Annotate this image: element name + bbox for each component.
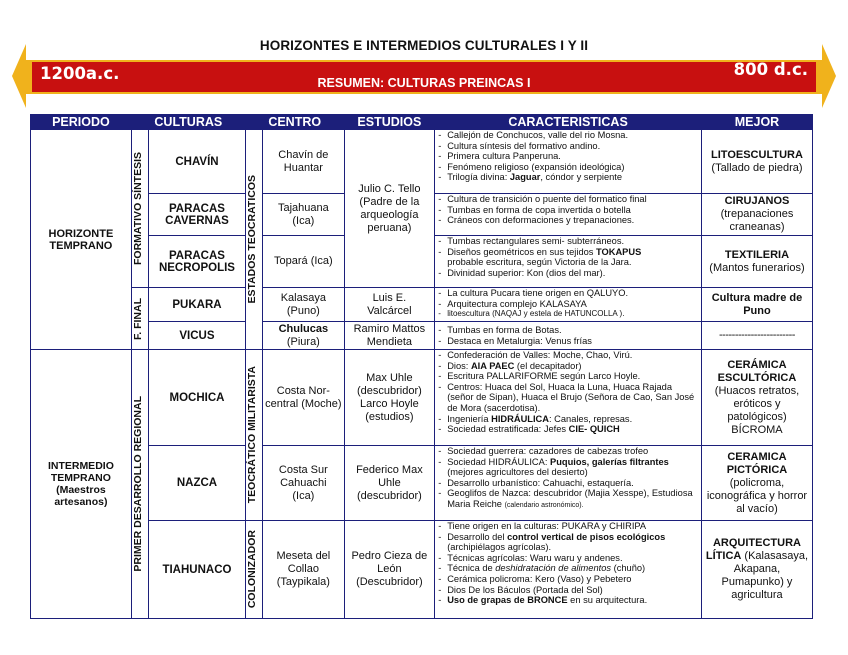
state-teomil-label: TEOCRÁTICO MILITARISTA: [245, 366, 258, 504]
list-item: - Callejón de Conchucos, valle del rio Mosna.: [437, 130, 699, 141]
table-row: [31, 322, 813, 350]
phase-final: [131, 288, 148, 350]
list-item: - La cultura Pucara tiene origen en QALUYO.: [437, 288, 699, 299]
header-centro: CENTRO: [245, 115, 344, 130]
chars-vicus: [435, 322, 702, 350]
state-colonizador: [245, 521, 262, 619]
list-item: - Primera cultura Panperuna.: [437, 151, 699, 162]
state-colonizador-label: COLONIZADOR: [245, 530, 258, 609]
studies-nazca: Federico Max Uhle (descubridor): [344, 446, 435, 521]
center-tiahunaco: Meseta del Collao (Taypikala): [263, 521, 344, 619]
header-estudios: ESTUDIOS: [344, 115, 435, 130]
center-paracas-necropolis: Topará (Ica): [263, 236, 344, 288]
timeline-start-label: 1200a.c.: [40, 64, 120, 83]
header-mejor: MEJOR: [701, 115, 812, 130]
center-nazca: Costa Sur Cahuachi (Ica): [263, 446, 344, 521]
studies-chavin-paracas: Julio C. Tello (Padre de la arqueología peruana): [344, 130, 435, 288]
list-item: - Tumbas en forma de copa invertida o botella: [437, 205, 699, 216]
document-title: HORIZONTES E INTERMEDIOS CULTURALES I Y II: [259, 38, 589, 53]
phase-final-label: F. FINAL: [131, 297, 144, 340]
list-item: - Ingeniería HIDRÁULICA: Canales, represas.: [437, 414, 699, 425]
list-item: - Trilogía divina: Jaguar, cóndor y serpiente: [437, 172, 699, 183]
header-periodo: PERIODO: [31, 115, 132, 130]
best-chavin: LITOESCULTURA (Tallado de piedra): [701, 130, 812, 194]
list-item: - Centros: Huaca del Sol, Huaca la Luna, Huaca Rajada (señor de Sipan), Huaca el Brujo (Señora de Cao, San José de Mora (sacerdotisa).: [437, 382, 699, 414]
studies-pukara: Luis E. Valcárcel: [344, 288, 435, 322]
period-intermedio: INTERMEDIO TEMPRANO (Maestros artesanos): [31, 350, 132, 619]
state-teocraticos-label: ESTADOS TEOCRATICOS: [245, 175, 258, 304]
list-item: - Cultura de transición o puente del formatico final: [437, 194, 699, 205]
table-row: [31, 288, 813, 322]
best-paracas-necropolis: TEXTILERIA (Mantos funerarios): [701, 236, 812, 288]
studies-mochica: Max Uhle (descubridor) Larco Hoyle (estudios): [344, 350, 435, 446]
table-row: [31, 130, 813, 194]
culture-tiahunaco: TIAHUNACO: [149, 521, 246, 619]
list-item: - Escritura PALLARIFORME según Larco Hoyle.: [437, 371, 699, 382]
list-item: - Geoglifos de Nazca: descubridor (Majia Xesspe), Estudiosa Maria Reiche (calendario astronómico).: [437, 488, 699, 511]
timeline-end-label: 800 d.c.: [733, 60, 808, 79]
phase-primer-label: PRIMER DESARROLLO REGIONAL: [131, 396, 144, 572]
center-mochica: Costa Nor- central (Moche): [263, 350, 344, 446]
best-mochica: CERÁMICA ESCULTÓRICA (Huacos retratos, eróticos y patológicos) BÍCROMA: [701, 350, 812, 446]
chars-mochica: [435, 350, 702, 446]
chars-nazca: [435, 446, 702, 521]
list-item: - Dios De los Báculos (Portada del Sol): [437, 585, 699, 596]
chars-paracas-cavernas: [435, 194, 702, 236]
center-chavin: Chavín de Huantar: [263, 130, 344, 194]
center-paracas-cavernas: Tajahuana (Ica): [263, 194, 344, 236]
chars-paracas-necropolis: [435, 236, 702, 288]
best-pukara: Cultura madre de Puno: [701, 288, 812, 322]
chars-chavin: [435, 130, 702, 194]
list-item: - Cerámica policroma: Kero (Vaso) y Pebetero: [437, 574, 699, 585]
list-item: - Sociedad guerrera: cazadores de cabezas trofeo: [437, 446, 699, 457]
list-item: - Tumbas en forma de Botas.: [437, 325, 699, 336]
list-item: - Técnica de deshidratación de alimentos (chuño): [437, 563, 699, 574]
list-item: - Desarrollo del control vertical de pisos ecológicos (archipiélagos agrícolas).: [437, 532, 699, 553]
list-item: - Diseños geométricos en sus tejidos TOKAPUS probable escritura, según Victoria de la Jara.: [437, 247, 699, 268]
list-item: - Tiene origen en la culturas: PUKARA y CHIRIPA: [437, 521, 699, 532]
culture-chavin: CHAVÍN: [149, 130, 246, 194]
state-teocratico-militarista: [245, 350, 262, 521]
culture-pukara: PUKARA: [149, 288, 246, 322]
best-nazca: CERAMICA PICTÓRICA (policroma, iconográfica y horror al vacío): [701, 446, 812, 521]
list-item: - Destaca en Metalurgia: Venus frías: [437, 336, 699, 347]
list-item: - Divinidad superior: Kon (dios del mar).: [437, 268, 699, 279]
list-item: - Dios: AIA PAEC (el decapitador): [437, 361, 699, 372]
phase-formativo-label: FORMATIVO SÍNTESIS: [131, 152, 144, 265]
phase-formativo: [131, 130, 148, 288]
list-item: - Tumbas rectangulares semi- subterráneos.: [437, 236, 699, 247]
summary-subtitle: RESUMEN: CULTURAS PREINCAS I: [317, 76, 531, 90]
cultures-table: [30, 114, 813, 619]
culture-vicus: VICUS: [149, 322, 246, 350]
list-item: - Sociedad estratificada: Jefes CIE- QUICH: [437, 424, 699, 435]
list-item: - Desarrollo urbanístico: Cahuachi, estaquería.: [437, 478, 699, 489]
list-item: - Cultura síntesis del formativo andino.: [437, 141, 699, 152]
table-row: [31, 446, 813, 521]
best-vicus: ------------------------: [701, 322, 812, 350]
list-item: - litoescultura (NAQAJ y estela de HATUNCOLLA ).: [437, 309, 699, 320]
studies-vicus: Ramiro Mattos Mendieta: [344, 322, 435, 350]
period-horizonte-label: HORIZONTE TEMPRANO: [48, 227, 114, 252]
list-item: - Técnicas agrícolas: Waru waru y andenes.: [437, 553, 699, 564]
table-header-row: [31, 115, 813, 130]
header-caracteristicas: CARACTERISTICAS: [435, 115, 702, 130]
table-row: [31, 350, 813, 446]
culture-paracas-necropolis: PARACAS NECROPOLIS: [149, 236, 246, 288]
best-paracas-cavernas: CIRUJANOS (trepanaciones craneanas): [701, 194, 812, 236]
header-culturas: CULTURAS: [131, 115, 245, 130]
center-pukara: Kalasaya (Puno): [263, 288, 344, 322]
chars-pukara: [435, 288, 702, 322]
chars-tiahunaco: [435, 521, 702, 619]
list-item: - Sociedad HIDRÁULICA: Puquios, galerías filtrantes (mejores agricultores del desierto): [437, 457, 699, 478]
culture-mochica: MOCHICA: [149, 350, 246, 446]
state-teocraticos: [245, 130, 262, 350]
table-row: [31, 521, 813, 619]
list-item: - Uso de grapas de BRONCE en su arquitectura.: [437, 595, 699, 606]
phase-primer: [131, 350, 148, 619]
center-vicus: Chulucas (Piura): [263, 322, 344, 350]
list-item: - Arquitectura complejo KALASAYA: [437, 299, 699, 310]
culture-nazca: NAZCA: [149, 446, 246, 521]
list-item: - Fenómeno religioso (expansión ideológica): [437, 162, 699, 173]
list-item: - Confederación de Valles: Moche, Chao, Virú.: [437, 350, 699, 361]
list-item: - Cráneos con deformaciones y trepanaciones.: [437, 215, 699, 226]
studies-tiahunaco: Pedro Cieza de León (Descubridor): [344, 521, 435, 619]
period-horizonte: [31, 130, 132, 350]
culture-paracas-cavernas: PARACAS CAVERNAS: [149, 194, 246, 236]
best-tiahunaco: ARQUITECTURA LÍTICA (Kalasasaya, Akapana, Pumapunko) y agricultura: [701, 521, 812, 619]
